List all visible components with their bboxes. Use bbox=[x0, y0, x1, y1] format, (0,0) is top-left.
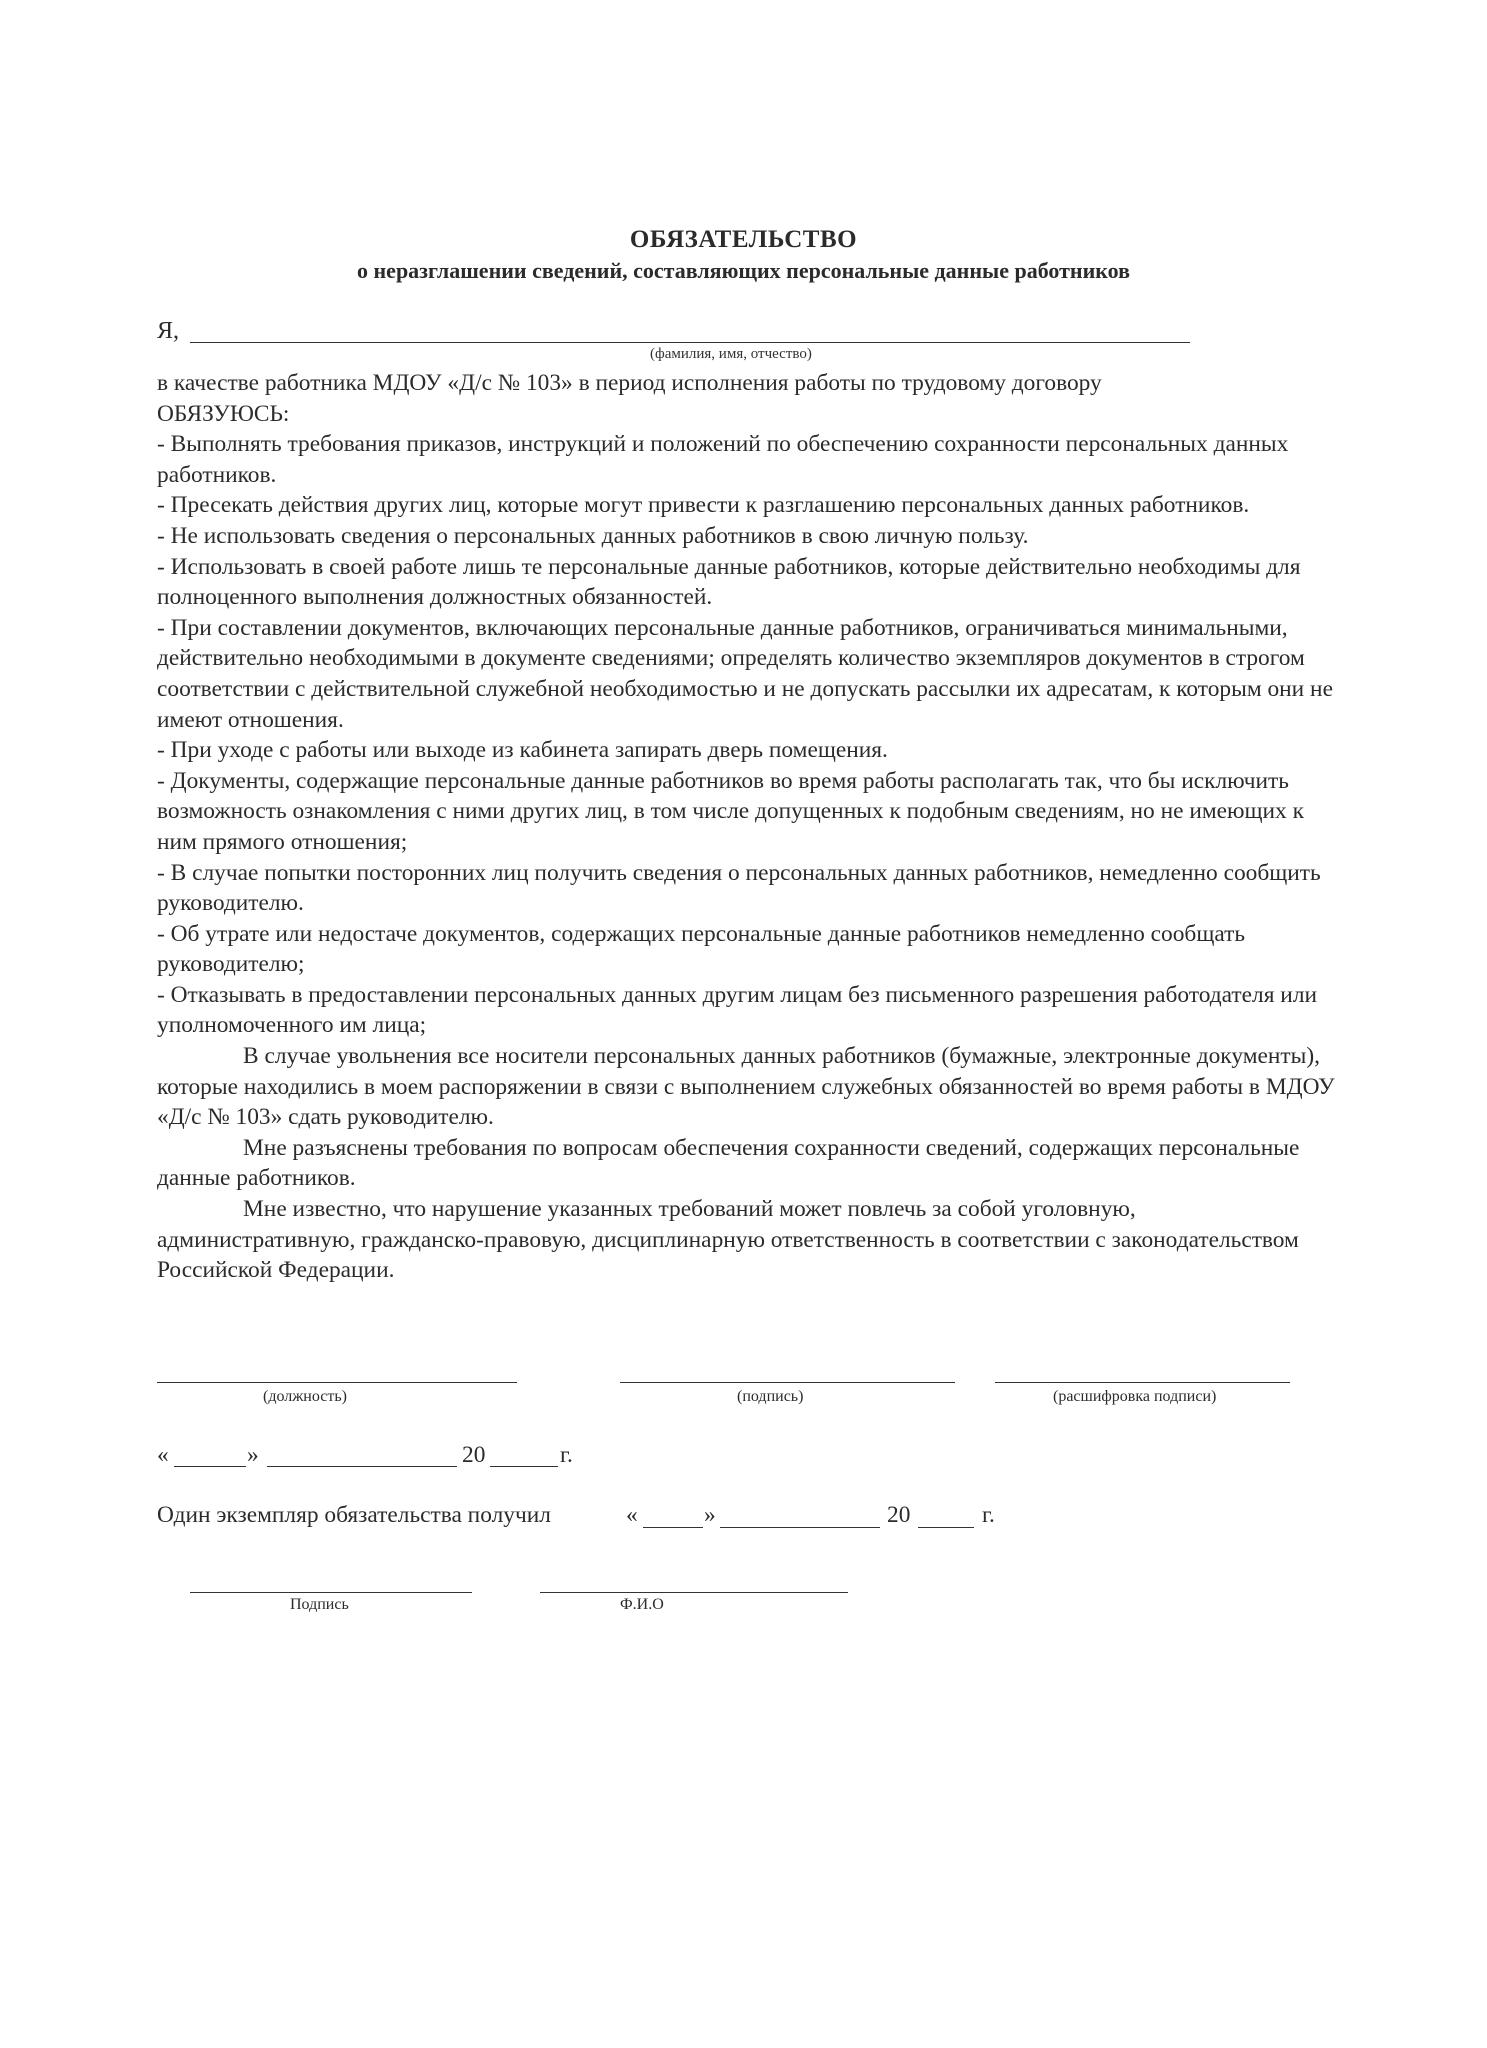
paragraph-intro: в качестве работника МДОУ «Д/с № 103» в период исполнения работы по трудовому договору bbox=[157, 370, 1102, 396]
name-field-hint: (фамилия, имя, отчество) bbox=[650, 346, 812, 362]
obligation-item: - В случае попытки посторонних лиц получить сведения о персональных данных работников, немедленно сообщить руководителю. bbox=[157, 859, 1321, 917]
signature-decode-label: (расшифровка подписи) bbox=[1053, 1388, 1217, 1405]
date-year-line[interactable] bbox=[490, 1466, 558, 1467]
obligation-item: - При составлении документов, включающих персональные данные работников, ограничиваться минимальными, действительно необходимыми в документе сведениями; определять количество экземпляров документов в строгом соответствии с действительной служебной необходимостью и не допускать рассылки их адресатам, к которым они не имеют отношения. bbox=[157, 614, 1333, 733]
signature-label: (подпись) bbox=[737, 1388, 804, 1405]
signature-field-line[interactable] bbox=[620, 1382, 955, 1383]
paragraph-obligation-heading: ОБЯЗУЮСЬ: bbox=[157, 400, 290, 427]
signature-decode-field-line[interactable] bbox=[995, 1382, 1290, 1383]
obligation-item: - Об утрате или недостаче документов, содержащих персональные данные работников немедленно сообщать руководителю; bbox=[157, 920, 1246, 978]
receipt-date-month-line[interactable] bbox=[720, 1527, 880, 1528]
paragraph-liability: Мне известно, что нарушение указанных требований может повлечь за собой уголовную, административную, гражданско-правовую, дисциплинарную ответственность в соответствии с законодательством Российской Федерации. bbox=[157, 1196, 1299, 1284]
position-field-line[interactable] bbox=[157, 1382, 517, 1383]
obligation-item: - Документы, содержащие персональные данные работников во время работы располагать так, что бы исключить возможность ознакомления с ними других лиц, в том числе допущенных к подобным сведениям, но не имеющих к ним прямого отношения; bbox=[157, 767, 1304, 855]
paragraph-requirements: Мне разъяснены требования по вопросам обеспечения сохранности сведений, содержащих персональные данные работников. bbox=[157, 1134, 1300, 1192]
receipt-signature-line[interactable] bbox=[190, 1592, 472, 1593]
obligation-item: - Использовать в своей работе лишь те персональные данные работников, которые действительно необходимы для полноценного выполнения должностных обязанностей. bbox=[157, 553, 1301, 611]
obligation-item: - Пресекать действия других лиц, которые могут привести к разглашению персональных данных работников. bbox=[157, 492, 1250, 519]
document-title: ОБЯЗАТЕЛЬСТВО bbox=[629, 226, 858, 253]
receipt-year-line[interactable] bbox=[918, 1527, 974, 1528]
obligation-item: - Выполнять требования приказов, инструкций и положений по обеспечению сохранности персональных данных работников. bbox=[157, 431, 1289, 488]
obligation-item: - Не использовать сведения о персональных данных работников в свою личную пользу. bbox=[157, 522, 1029, 549]
name-field-line[interactable] bbox=[190, 342, 1190, 343]
date-year-prefix: 20 bbox=[462, 1442, 486, 1468]
receipt-date-open-quote: « bbox=[626, 1502, 638, 1528]
date-day-line[interactable] bbox=[174, 1466, 246, 1467]
date-close-quote: » bbox=[247, 1442, 259, 1468]
obligation-item: - Отказывать в предоставлении персональных данных другим лицам без письменного разрешения работодателя или уполномоченного им лица; bbox=[157, 981, 1318, 1039]
date-month-line[interactable] bbox=[267, 1466, 457, 1467]
name-field-row bbox=[157, 318, 1197, 348]
receipt-fio-label: Ф.И.О bbox=[620, 1596, 664, 1613]
date-open-quote: « bbox=[157, 1442, 169, 1468]
receipt-text: Один экземпляр обязательства получил bbox=[157, 1502, 551, 1528]
receipt-year-suffix: г. bbox=[982, 1502, 995, 1528]
receipt-fio-line[interactable] bbox=[540, 1592, 848, 1593]
receipt-signature-label: Подпись bbox=[290, 1596, 349, 1613]
paragraph-dismissal: В случае увольнения все носители персональных данных работников (бумажные, электронные документы), которые находились в моем распоряжении в связи с выполнением служебных обязанностей во время работы в МДОУ «Д/с № 103» сдать руководителю. bbox=[157, 1043, 1335, 1131]
document-subtitle: о неразглашении сведений, составляющих персональные данные работников bbox=[357, 258, 1130, 283]
date-year-suffix: г. bbox=[560, 1442, 573, 1468]
document-body bbox=[157, 368, 1337, 1286]
intro-label: Я, bbox=[157, 318, 180, 344]
receipt-year-prefix: 20 bbox=[887, 1502, 911, 1528]
obligation-item: - При уходе с работы или выходе из кабинета запирать дверь помещения. bbox=[157, 737, 888, 764]
receipt-date-close-quote: » bbox=[704, 1502, 716, 1528]
position-label: (должность) bbox=[263, 1388, 347, 1405]
receipt-date-day-line[interactable] bbox=[643, 1527, 703, 1528]
